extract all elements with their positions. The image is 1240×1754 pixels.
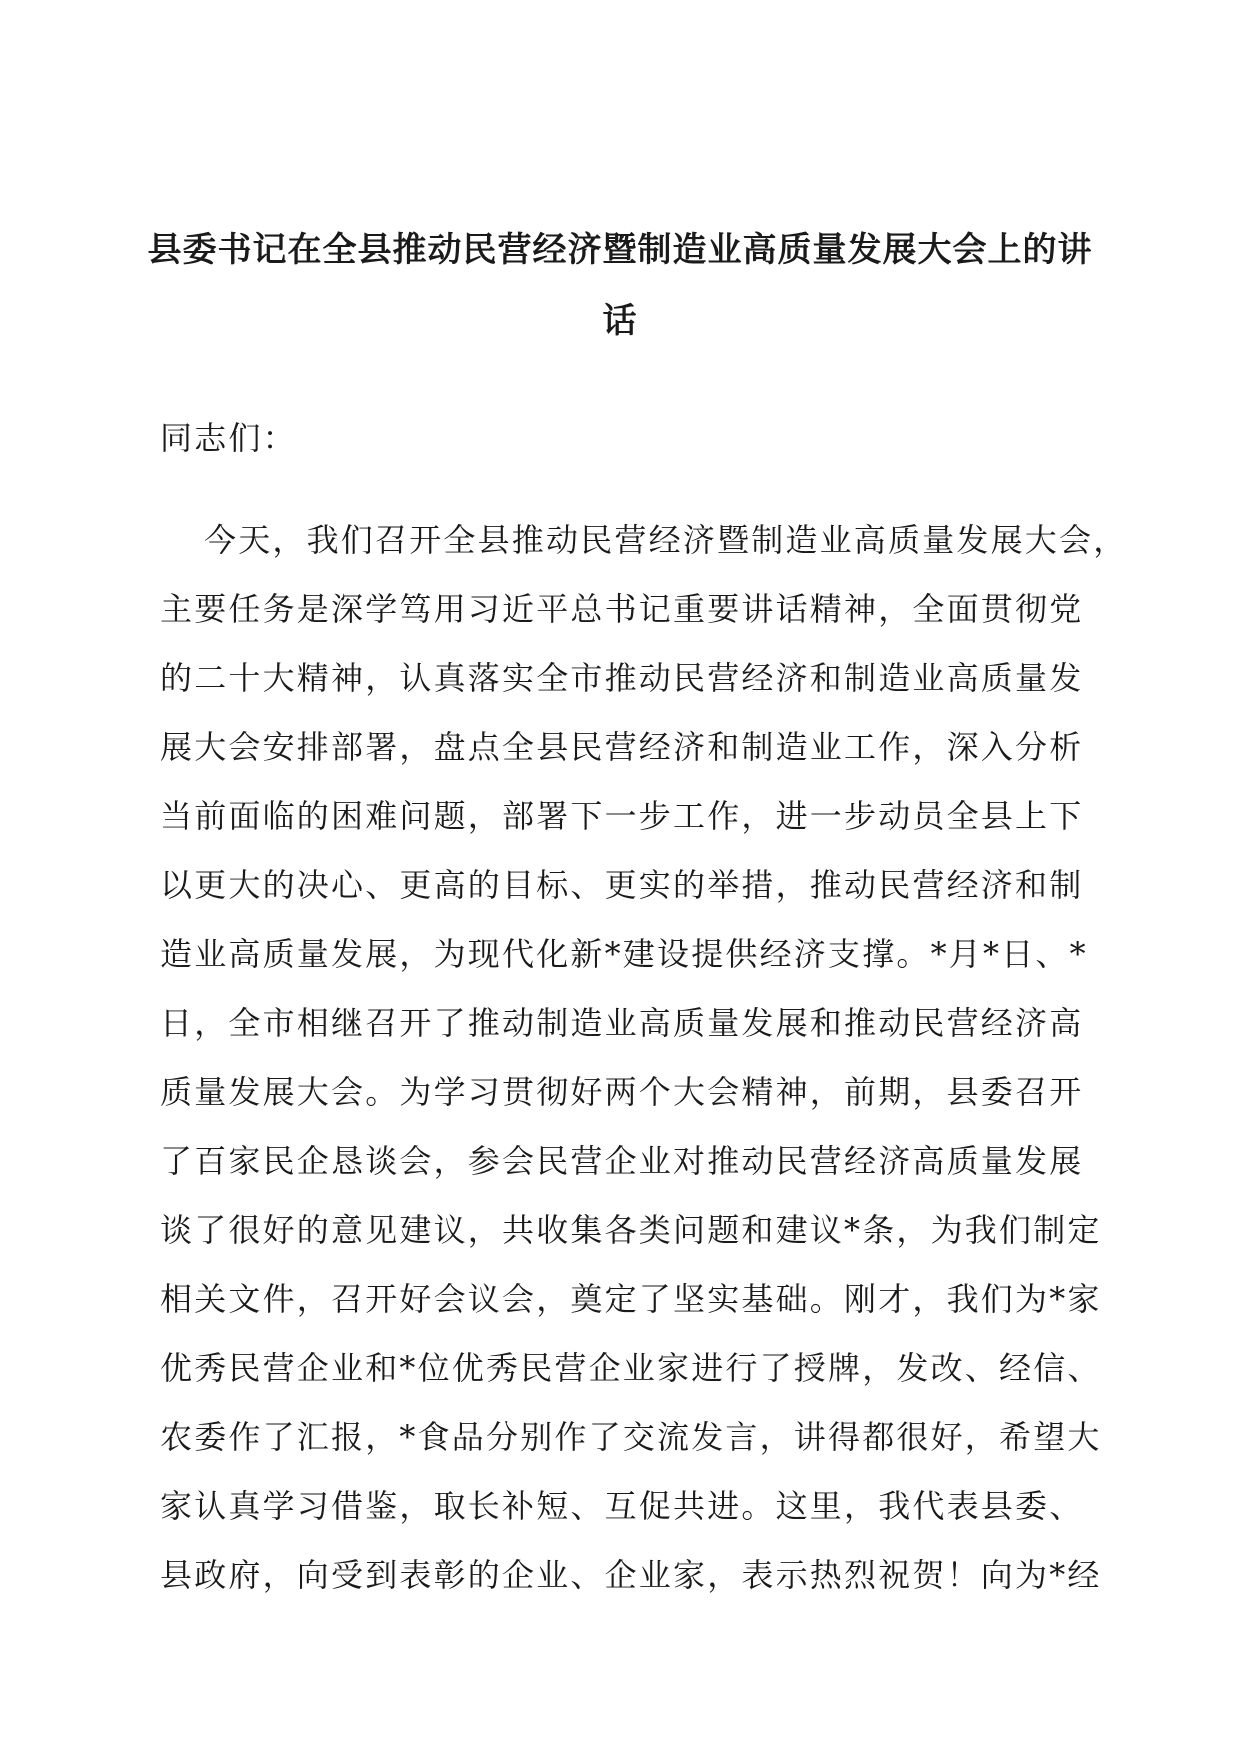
paragraph-line: 县政府，向受到表彰的企业、企业家，表示热烈祝贺！向为*经: [160, 1556, 1102, 1594]
document-title-line-2: 话: [602, 301, 638, 341]
paragraph-line: 主要任务是深学笃用习近平总书记重要讲话精神，全面贯彻党: [160, 590, 1084, 628]
paragraph-line: 当前面临的困难问题，部署下一步工作，进一步动员全县上下: [160, 797, 1084, 835]
document-title-line-1: 县委书记在全县推动民营经济暨制造业高质量发展大会上的讲: [147, 230, 1093, 270]
paragraph-line: 展大会安排部署，盘点全县民营经济和制造业工作，深入分析: [160, 728, 1084, 766]
salutation: 同志们：: [160, 419, 297, 457]
paragraph-line: 了百家民企恳谈会，参会民营企业对推动民营经济高质量发展: [160, 1142, 1084, 1180]
paragraph-line: 谈了很好的意见建议，共收集各类问题和建议*条，为我们制定: [160, 1211, 1102, 1249]
paragraph-line: 农委作了汇报，*食品分别作了交流发言，讲得都很好，希望大: [160, 1418, 1102, 1456]
paragraph-line: 以更大的决心、更高的目标、更实的举措，推动民营经济和制: [160, 866, 1084, 904]
paragraph-line: 家认真学习借鉴，取长补短、互促共进。这里，我代表县委、: [160, 1487, 1084, 1525]
paragraph-line: 的二十大精神，认真落实全市推动民营经济和制造业高质量发: [160, 659, 1084, 697]
paragraph-line: 今天，我们召开全县推动民营经济暨制造业高质量发展大会，: [204, 521, 1128, 559]
paragraph-line: 日，全市相继召开了推动制造业高质量发展和推动民营经济高: [160, 1004, 1084, 1042]
paragraph-line: 造业高质量发展，为现代化新*建设提供经济支撑。*月*日、*: [160, 935, 1088, 973]
paragraph-line: 质量发展大会。为学习贯彻好两个大会精神，前期，县委召开: [160, 1073, 1084, 1111]
paragraph-line: 优秀民营企业和*位优秀民营企业家进行了授牌，发改、经信、: [160, 1349, 1102, 1387]
paragraph-line: 相关文件，召开好会议会，奠定了坚实基础。刚才，我们为*家: [160, 1280, 1102, 1318]
